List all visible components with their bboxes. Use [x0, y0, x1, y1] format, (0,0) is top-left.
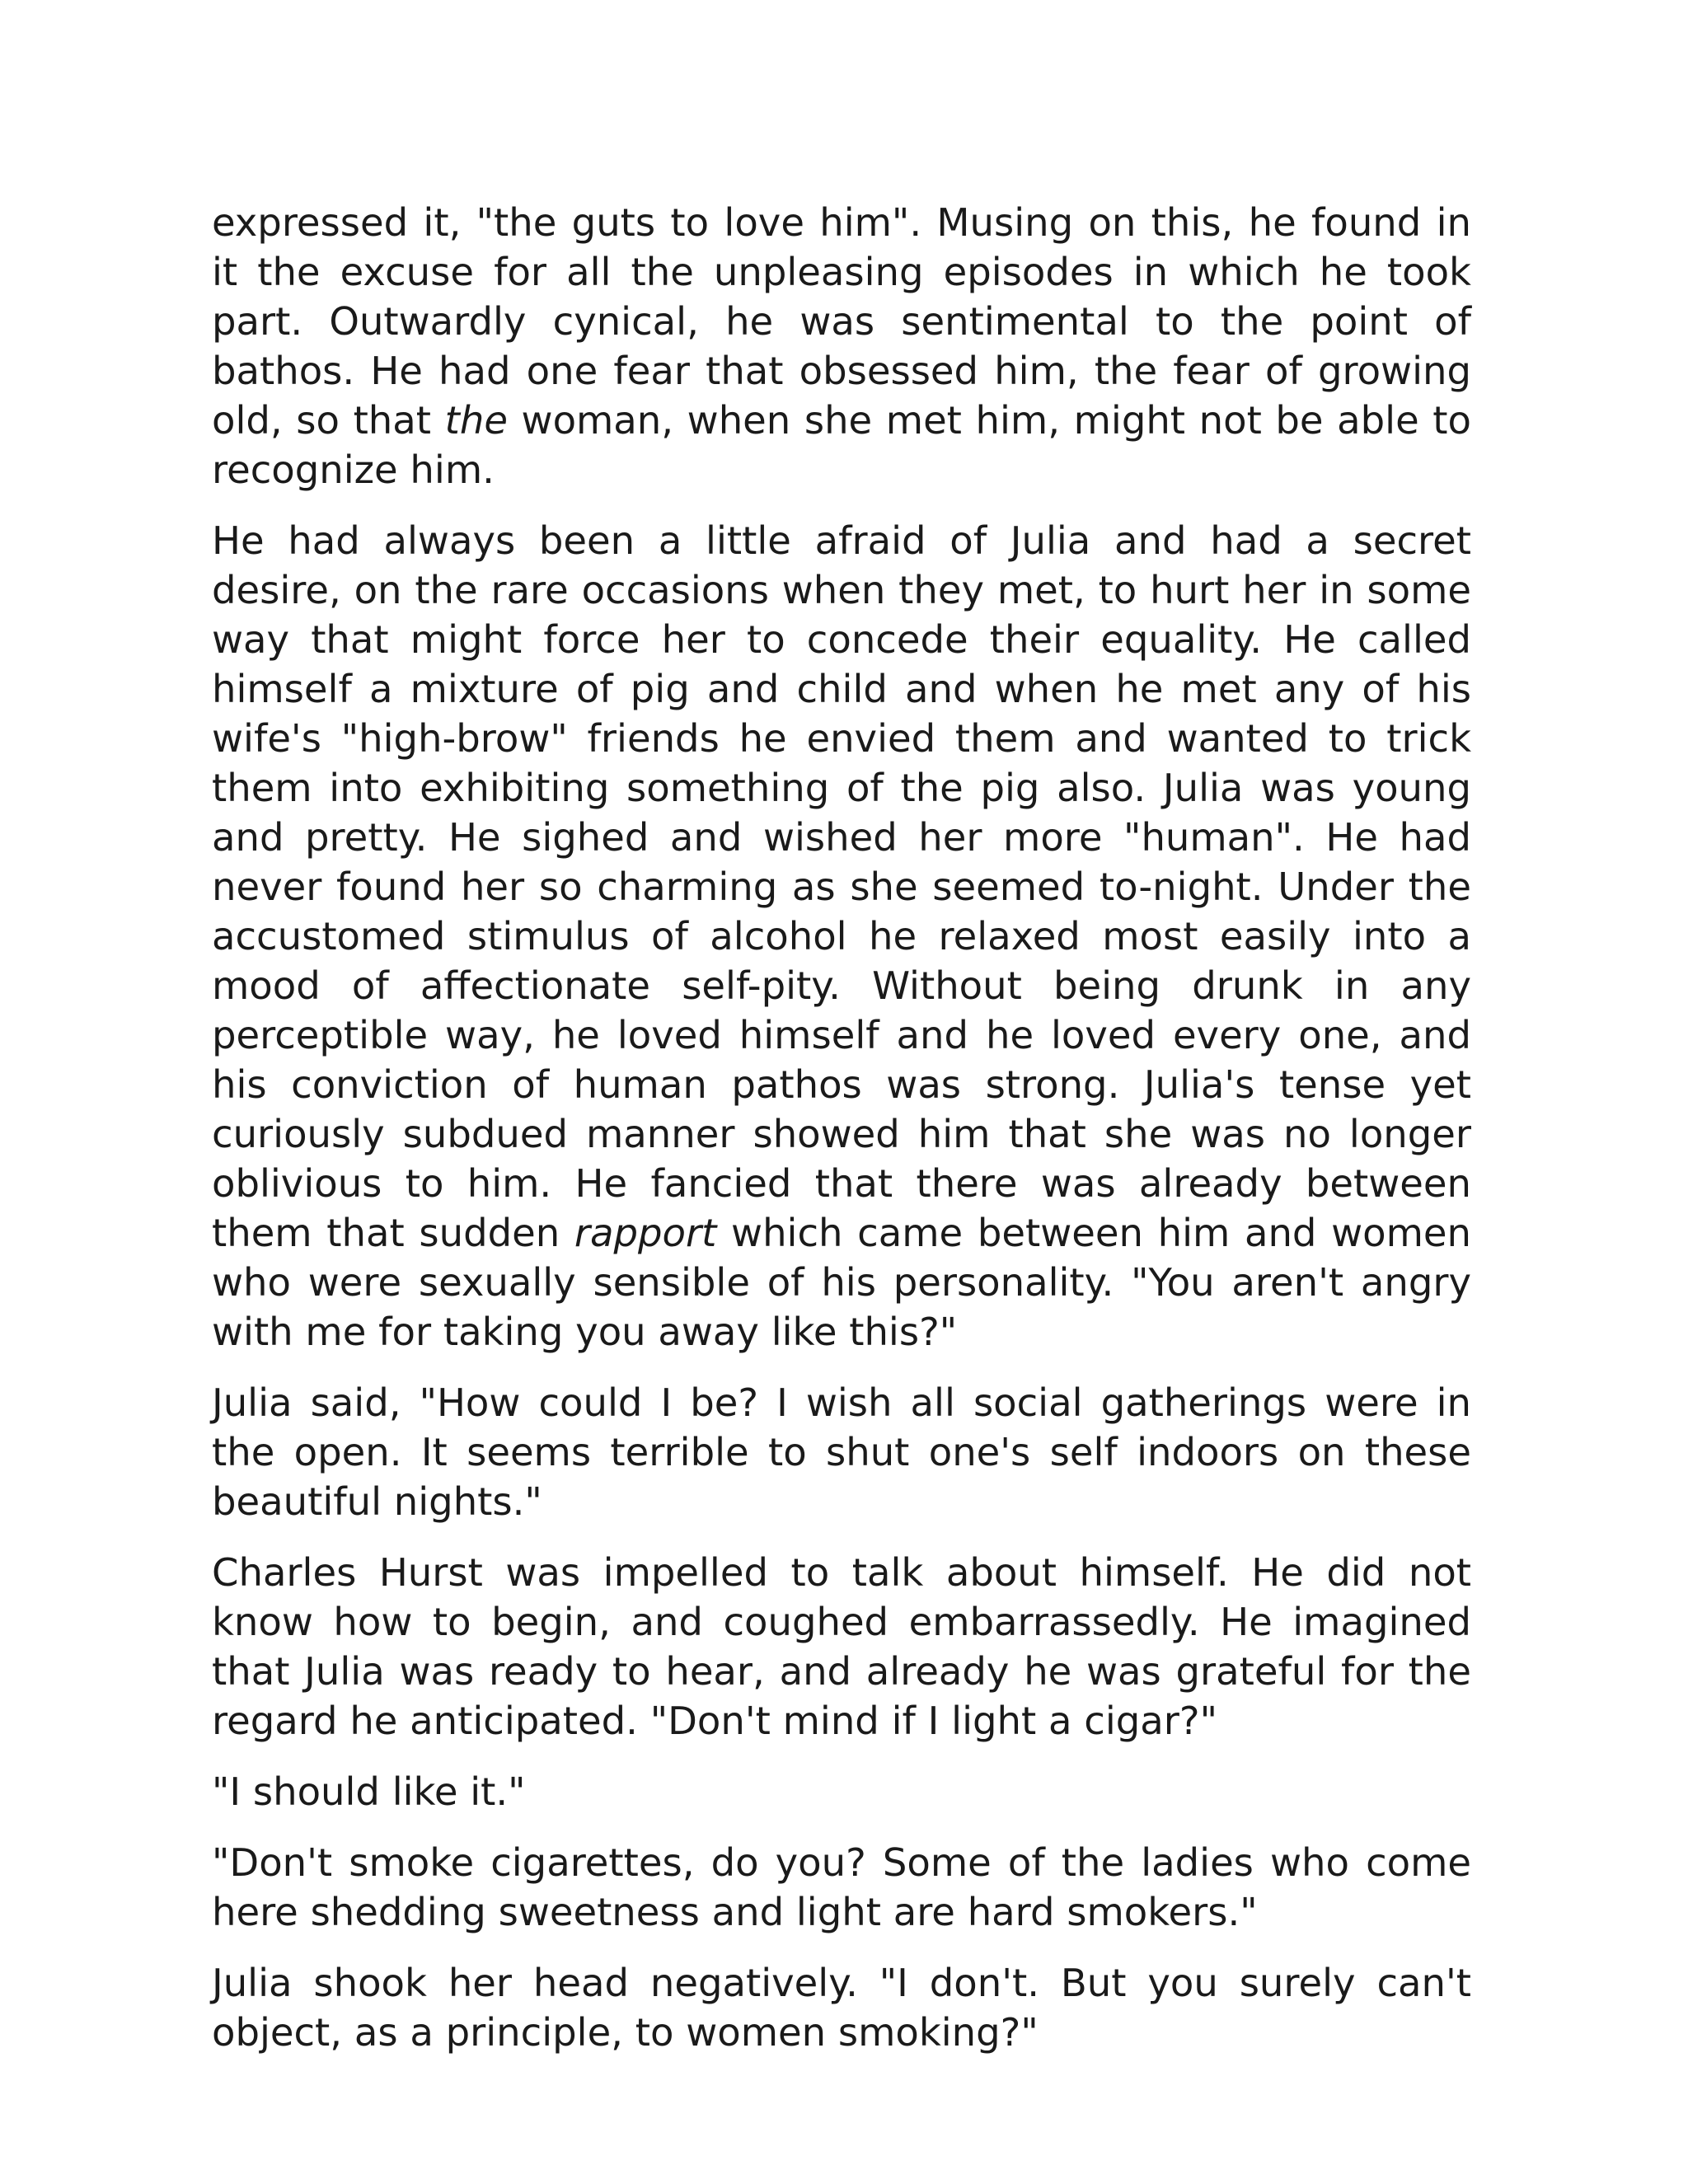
paragraph-2: He had always been a little afraid of Julia and had a secret desire, on the rare occasions when they met, to hurt her in some way that might force her to concede their equality. He called himself a mixture of pig and child and when he met any of his wife's "high-brow" friends he envied them and wanted to trick them into exhibiting something of the pig also. Julia was young and pretty. He sighed and wished her more "human". He had never found her so charming as she seemed to-night. Under the accustomed stimulus of alcohol he relaxed most easily into a mood of affectionate self-pity. Without being drunk in any perceptible way, he loved himself and he loved every one, and his conviction of human pathos was strong. Julia's tense yet curiously subdued manner showed him that she was no longer oblivious to him. He fancied that there was already between them that sudden rapport which came between him and women who were sexually sensible of his personality. "You aren't angry with me for taking you away like this?"	[212, 518, 1471, 1354]
paragraph-5: "I should like it."	[212, 1769, 526, 1814]
document-page	[212, 198, 1471, 2079]
paragraph-1: expressed it, "the guts to love him". Musing on this, he found in it the excuse for all the unpleasing episodes in which he took part. Outwardly cynical, he was sentimental to the point of bathos. He had one fear that obsessed him, the fear of growing old, so that the woman, when she met him, might not be able to recognize him.	[212, 200, 1471, 492]
paragraph-4: Charles Hurst was impelled to talk about himself. He did not know how to begin, and coughed embarrassedly. He imagined that Julia was ready to hear, and already he was grateful for the regard he anticipated. "Don't mind if I light a cigar?"	[212, 1550, 1471, 1743]
paragraph-6: "Don't smoke cigarettes, do you? Some of the ladies who come here shedding sweetness and light are hard smokers."	[212, 1840, 1471, 1934]
paragraph-7: Julia shook her head negatively. "I don't. But you surely can't object, as a principle, to women smoking?"	[212, 1961, 1471, 2055]
paragraph-3: Julia said, "How could I be? I wish all social gatherings were in the open. It seems terrible to shut one's self indoors on these beautiful nights."	[212, 1380, 1471, 1524]
